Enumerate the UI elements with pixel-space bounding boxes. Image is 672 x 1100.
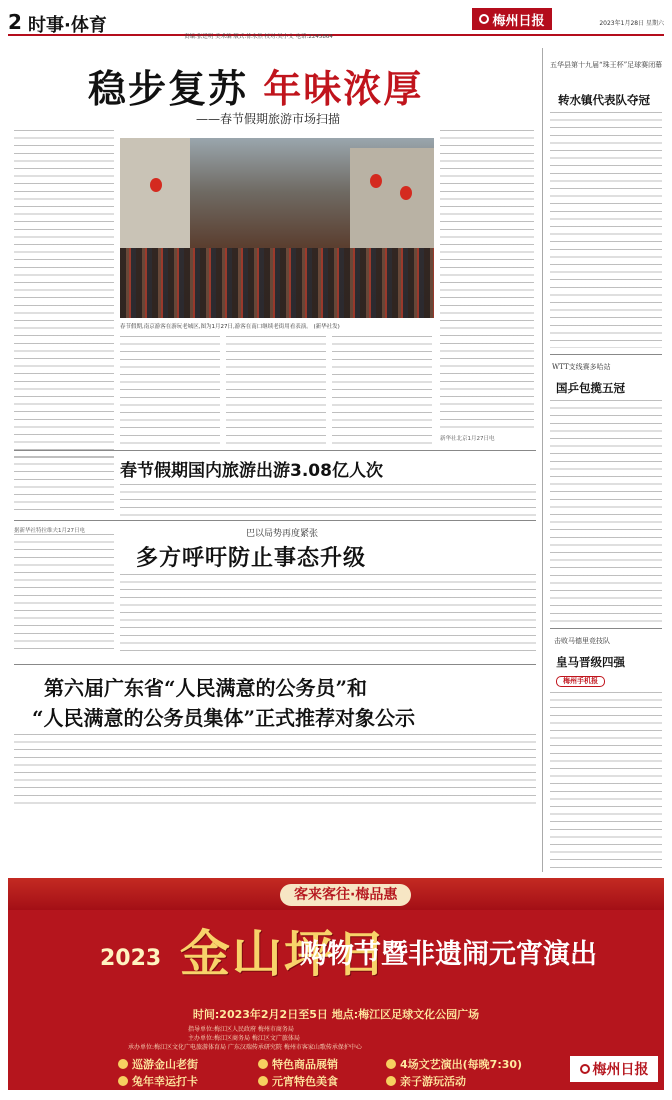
lead-body-col3b <box>332 336 432 444</box>
right-story2-headline: 国乒包揽五冠 <box>556 381 625 395</box>
right-story3-kicker: 击败马德里竞技队 <box>554 637 610 645</box>
ad-event: 特色商品展销 <box>258 1056 338 1072</box>
story3-kicker: 巴以局势再度紧张 <box>246 529 319 539</box>
newspaper-logo <box>472 8 552 30</box>
right-story1-body <box>550 112 662 348</box>
ad-banner <box>8 878 664 1090</box>
lead-photo <box>120 138 434 318</box>
story4-headline-line2: “人民满意的公务员集体”正式推荐对象公示 <box>32 706 416 730</box>
page-number: 2 <box>8 10 22 34</box>
ad-time-location: 时间:2023年2月2日至5日 地点:梅江区足球文化公园广场 <box>192 1008 480 1021</box>
event-bullet-icon <box>386 1059 396 1069</box>
story2-body-col1 <box>14 456 114 512</box>
event-bullet-icon <box>386 1076 396 1086</box>
ad-organizer-2: 主办单位:梅江区商务局 梅江区文广旅体局 <box>188 1035 300 1042</box>
lead-body-col1 <box>14 130 114 460</box>
right-story3-body <box>550 692 662 870</box>
editor-credits: 责编:张廷明 美术编 版式:徐永然 校对:吴小文 电话:2245864 <box>184 34 333 40</box>
mobile-news-badge: 梅州手机报 <box>556 676 605 687</box>
right-story1-kicker: 五华县第十九届“珠王杯”足球赛闭幕 <box>550 61 663 69</box>
event-bullet-icon <box>258 1076 268 1086</box>
ad-organizer-1: 指导单位:梅江区人民政府 梅州市商务局 <box>188 1026 294 1033</box>
issue-date: 2023年1月28日 星期六 <box>599 20 664 27</box>
ad-event: 兔年幸运打卡 <box>118 1073 198 1089</box>
lead-subtitle: ——春节假期旅游市场扫描 <box>196 112 341 126</box>
story3-body <box>120 574 536 656</box>
right-story1-headline: 转水镇代表队夺冠 <box>558 93 650 107</box>
divider <box>550 628 662 629</box>
lead-byline: 新华社北京1月27日电 <box>440 436 495 442</box>
ad-event: 4场文艺演出(每晚7:30) <box>386 1056 522 1072</box>
divider <box>14 520 536 521</box>
story3-body-col1 <box>14 534 114 654</box>
right-story3-headline: 皇马晋级四强 <box>556 655 625 669</box>
event-bullet-icon <box>258 1059 268 1069</box>
logo-mark-icon <box>479 14 489 24</box>
ad-event: 亲子游玩活动 <box>386 1073 466 1089</box>
logo-mark-icon <box>580 1064 590 1074</box>
right-story2-body <box>550 400 662 624</box>
divider <box>14 450 536 451</box>
story2-headline: 春节假期国内旅游出游3.08亿人次 <box>120 461 383 481</box>
ad-organizer-3: 承办单位:梅江区文化广电旅游体育局 广东汉瑞传承研究院 梅州市客家山歌传承保护中心 <box>128 1044 362 1051</box>
page-header <box>8 8 664 40</box>
story4-headline-line1: 第六届广东省“人民满意的公务员”和 <box>44 676 368 700</box>
lead-body-col4 <box>440 130 534 430</box>
story2-body <box>120 484 536 516</box>
lead-headline-red: 年味浓厚 <box>263 66 424 111</box>
story3-headline: 多方呼吁防止事态升级 <box>136 545 367 571</box>
ad-event: 巡游金山老街 <box>118 1056 198 1072</box>
divider <box>14 664 536 665</box>
lead-headline-black: 稳步复苏 <box>88 66 249 111</box>
divider <box>550 354 662 355</box>
logo-text: 梅州日报 <box>492 13 545 29</box>
lead-photo-caption: 春节假期,南京游客在游玩老城区,图为1月27日,游客在南口继续老街用看表演。 (新华社发) <box>120 324 340 330</box>
event-bullet-icon <box>118 1059 128 1069</box>
story3-byline: 据新华社特拉维夫1月27日电 <box>14 528 85 534</box>
ad-brand: 金山坪日 <box>180 924 388 983</box>
ad-year: 2023 <box>100 946 162 971</box>
story4-body <box>14 734 536 804</box>
section-title: 时事·体育 <box>28 15 107 36</box>
right-story2-kicker: WTT支线赛多哈站 <box>552 363 611 371</box>
ad-title: 购物节暨非遗闹元宵演出 <box>300 939 597 970</box>
column-divider <box>542 48 543 872</box>
lead-body-col2 <box>120 336 220 444</box>
event-bullet-icon <box>118 1076 128 1086</box>
lead-body-col3a <box>226 336 326 444</box>
ad-newspaper-logo: 梅州日报 <box>570 1056 658 1082</box>
lead-headline <box>88 58 423 113</box>
ad-slogan: 客来客往·梅品惠 <box>280 884 411 906</box>
ad-event: 元宵特色美食 <box>258 1073 338 1089</box>
